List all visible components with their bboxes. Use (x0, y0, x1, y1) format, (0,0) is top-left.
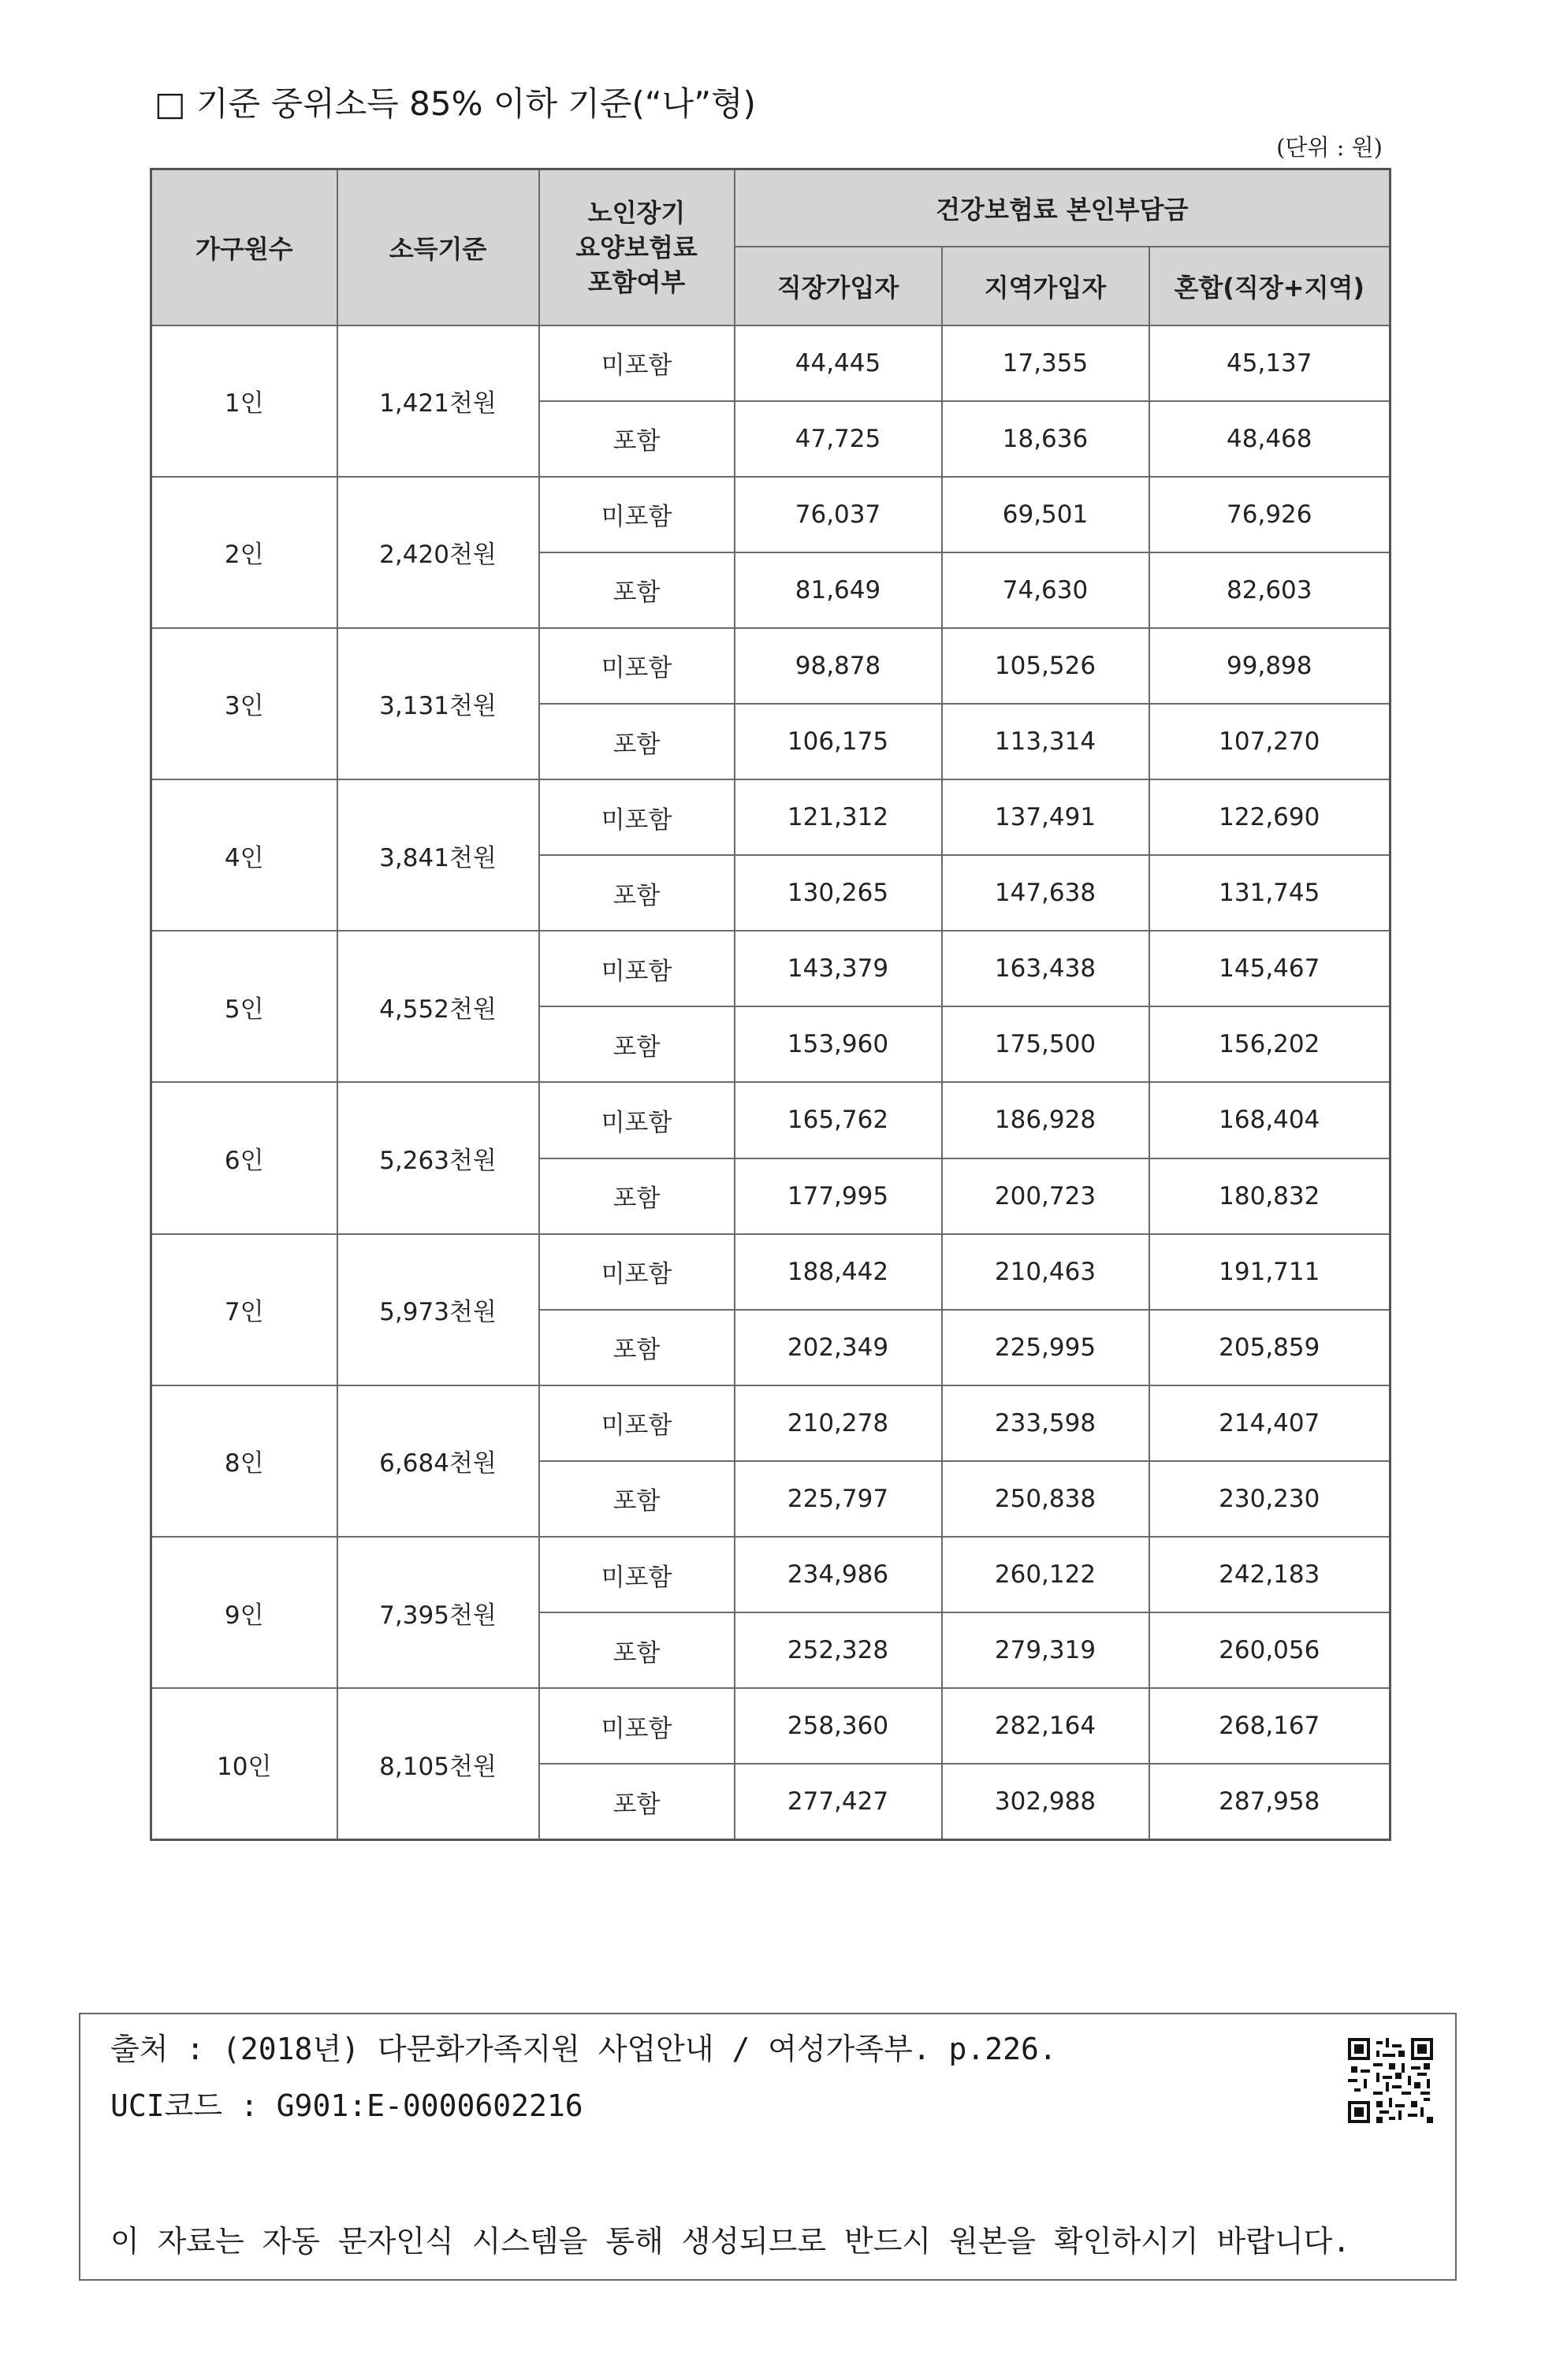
regional-premium-cell: 105,526 (942, 628, 1149, 704)
regional-premium-cell: 225,995 (942, 1310, 1149, 1385)
employee-premium-cell: 225,797 (735, 1461, 942, 1537)
mixed-premium-cell: 168,404 (1149, 1082, 1390, 1158)
employee-premium-cell: 210,278 (735, 1385, 942, 1461)
header-ltc-line1: 노인장기 (587, 197, 686, 228)
mixed-premium-cell: 191,711 (1149, 1234, 1390, 1310)
ltc-status-cell: 미포함 (539, 1537, 735, 1612)
employee-premium-cell: 106,175 (735, 704, 942, 779)
table-row (151, 1688, 1390, 1764)
regional-premium-cell: 113,314 (942, 704, 1149, 779)
income-cell: 5,973천원 (337, 1234, 539, 1385)
regional-premium-cell: 74,630 (942, 552, 1149, 628)
header-ltc-inclusion (539, 169, 735, 325)
regional-premium-cell: 175,500 (942, 1006, 1149, 1082)
table-row (151, 1385, 1390, 1461)
ltc-status-cell: 포함 (539, 1612, 735, 1688)
regional-premium-cell: 302,988 (942, 1764, 1149, 1839)
ltc-status-cell: 포함 (539, 552, 735, 628)
regional-premium-cell: 200,723 (942, 1158, 1149, 1234)
household-cell: 1인 (151, 325, 337, 477)
ocr-notice: 이 자료는 자동 문자인식 시스템을 통해 생성되므로 반드시 원본을 확인하시기 바랍니다. (110, 2224, 1351, 2259)
ltc-status-cell: 포함 (539, 401, 735, 477)
regional-premium-cell: 279,319 (942, 1612, 1149, 1688)
premium-table (150, 168, 1391, 1841)
income-cell: 3,841천원 (337, 779, 539, 931)
ltc-status-cell: 포함 (539, 1006, 735, 1082)
header-premium-group: 건강보험료 본인부담금 (735, 169, 1390, 247)
mixed-premium-cell: 82,603 (1149, 552, 1390, 628)
household-cell: 2인 (151, 477, 337, 628)
ltc-status-cell: 포함 (539, 1764, 735, 1839)
mixed-premium-cell: 180,832 (1149, 1158, 1390, 1234)
regional-premium-cell: 186,928 (942, 1082, 1149, 1158)
ltc-status-cell: 미포함 (539, 325, 735, 401)
income-cell: 8,105천원 (337, 1688, 539, 1839)
employee-premium-cell: 252,328 (735, 1612, 942, 1688)
qr-code-icon (1348, 2038, 1433, 2123)
household-cell: 4인 (151, 779, 337, 931)
header-employee: 직장가입자 (735, 247, 942, 325)
mixed-premium-cell: 45,137 (1149, 325, 1390, 401)
regional-premium-cell: 250,838 (942, 1461, 1149, 1537)
household-cell: 8인 (151, 1385, 337, 1537)
mixed-premium-cell: 260,056 (1149, 1612, 1390, 1688)
regional-premium-cell: 147,638 (942, 855, 1149, 931)
table-row (151, 1537, 1390, 1612)
ltc-status-cell: 미포함 (539, 477, 735, 552)
income-cell: 6,684천원 (337, 1385, 539, 1537)
header-mixed: 혼합(직장+지역) (1149, 247, 1390, 325)
income-cell: 7,395천원 (337, 1537, 539, 1688)
regional-premium-cell: 69,501 (942, 477, 1149, 552)
ltc-status-cell: 미포함 (539, 931, 735, 1006)
employee-premium-cell: 258,360 (735, 1688, 942, 1764)
mixed-premium-cell: 205,859 (1149, 1310, 1390, 1385)
header-ltc-line2: 요양보험료 (575, 232, 698, 262)
mixed-premium-cell: 48,468 (1149, 401, 1390, 477)
regional-premium-cell: 260,122 (942, 1537, 1149, 1612)
employee-premium-cell: 177,995 (735, 1158, 942, 1234)
household-cell: 5인 (151, 931, 337, 1082)
page-title: □ 기준 중위소득 85% 이하 기준(“나”형) (154, 84, 756, 123)
employee-premium-cell: 81,649 (735, 552, 942, 628)
header-ltc-line3: 포함여부 (587, 266, 686, 297)
regional-premium-cell: 17,355 (942, 325, 1149, 401)
employee-premium-cell: 188,442 (735, 1234, 942, 1310)
employee-premium-cell: 153,960 (735, 1006, 942, 1082)
mixed-premium-cell: 230,230 (1149, 1461, 1390, 1537)
table-row (151, 779, 1390, 855)
mixed-premium-cell: 242,183 (1149, 1537, 1390, 1612)
ltc-status-cell: 미포함 (539, 628, 735, 704)
table-row (151, 1234, 1390, 1310)
ltc-status-cell: 미포함 (539, 1082, 735, 1158)
table-row (151, 1082, 1390, 1158)
mixed-premium-cell: 107,270 (1149, 704, 1390, 779)
employee-premium-cell: 98,878 (735, 628, 942, 704)
regional-premium-cell: 163,438 (942, 931, 1149, 1006)
mixed-premium-cell: 131,745 (1149, 855, 1390, 931)
employee-premium-cell: 234,986 (735, 1537, 942, 1612)
ltc-status-cell: 미포함 (539, 1385, 735, 1461)
ltc-status-cell: 미포함 (539, 779, 735, 855)
source-citation: 출처 : (2018년) 다문화가족지원 사업안내 / 여성가족부. p.226. (110, 2032, 1057, 2066)
household-cell: 10인 (151, 1688, 337, 1839)
ltc-status-cell: 포함 (539, 1461, 735, 1537)
ltc-status-cell: 포함 (539, 704, 735, 779)
employee-premium-cell: 121,312 (735, 779, 942, 855)
income-cell: 1,421천원 (337, 325, 539, 477)
ltc-status-cell: 포함 (539, 1310, 735, 1385)
regional-premium-cell: 18,636 (942, 401, 1149, 477)
unit-note: (단위 : 원) (1276, 134, 1383, 161)
income-cell: 5,263천원 (337, 1082, 539, 1233)
regional-premium-cell: 282,164 (942, 1688, 1149, 1764)
employee-premium-cell: 76,037 (735, 477, 942, 552)
table-row (151, 477, 1390, 552)
income-cell: 4,552천원 (337, 931, 539, 1082)
ltc-status-cell: 미포함 (539, 1234, 735, 1310)
table-body (151, 325, 1390, 1840)
ltc-status-cell: 미포함 (539, 1688, 735, 1764)
employee-premium-cell: 44,445 (735, 325, 942, 401)
mixed-premium-cell: 99,898 (1149, 628, 1390, 704)
employee-premium-cell: 47,725 (735, 401, 942, 477)
header-income: 소득기준 (337, 169, 539, 325)
mixed-premium-cell: 156,202 (1149, 1006, 1390, 1082)
employee-premium-cell: 202,349 (735, 1310, 942, 1385)
income-cell: 2,420천원 (337, 477, 539, 628)
table-row (151, 628, 1390, 704)
household-cell: 3인 (151, 628, 337, 779)
mixed-premium-cell: 76,926 (1149, 477, 1390, 552)
mixed-premium-cell: 122,690 (1149, 779, 1390, 855)
regional-premium-cell: 210,463 (942, 1234, 1149, 1310)
uci-code: UCI코드 : G901:E-0000602216 (110, 2088, 583, 2123)
regional-premium-cell: 137,491 (942, 779, 1149, 855)
mixed-premium-cell: 268,167 (1149, 1688, 1390, 1764)
source-box (79, 2013, 1457, 2281)
employee-premium-cell: 277,427 (735, 1764, 942, 1839)
employee-premium-cell: 143,379 (735, 931, 942, 1006)
table-row (151, 931, 1390, 1006)
household-cell: 9인 (151, 1537, 337, 1688)
table-row (151, 325, 1390, 401)
household-cell: 6인 (151, 1082, 337, 1233)
mixed-premium-cell: 145,467 (1149, 931, 1390, 1006)
employee-premium-cell: 130,265 (735, 855, 942, 931)
header-household: 가구원수 (151, 169, 337, 325)
ltc-status-cell: 포함 (539, 855, 735, 931)
household-cell: 7인 (151, 1234, 337, 1385)
income-cell: 3,131천원 (337, 628, 539, 779)
mixed-premium-cell: 214,407 (1149, 1385, 1390, 1461)
header-regional: 지역가입자 (942, 247, 1149, 325)
mixed-premium-cell: 287,958 (1149, 1764, 1390, 1839)
employee-premium-cell: 165,762 (735, 1082, 942, 1158)
ltc-status-cell: 포함 (539, 1158, 735, 1234)
regional-premium-cell: 233,598 (942, 1385, 1149, 1461)
